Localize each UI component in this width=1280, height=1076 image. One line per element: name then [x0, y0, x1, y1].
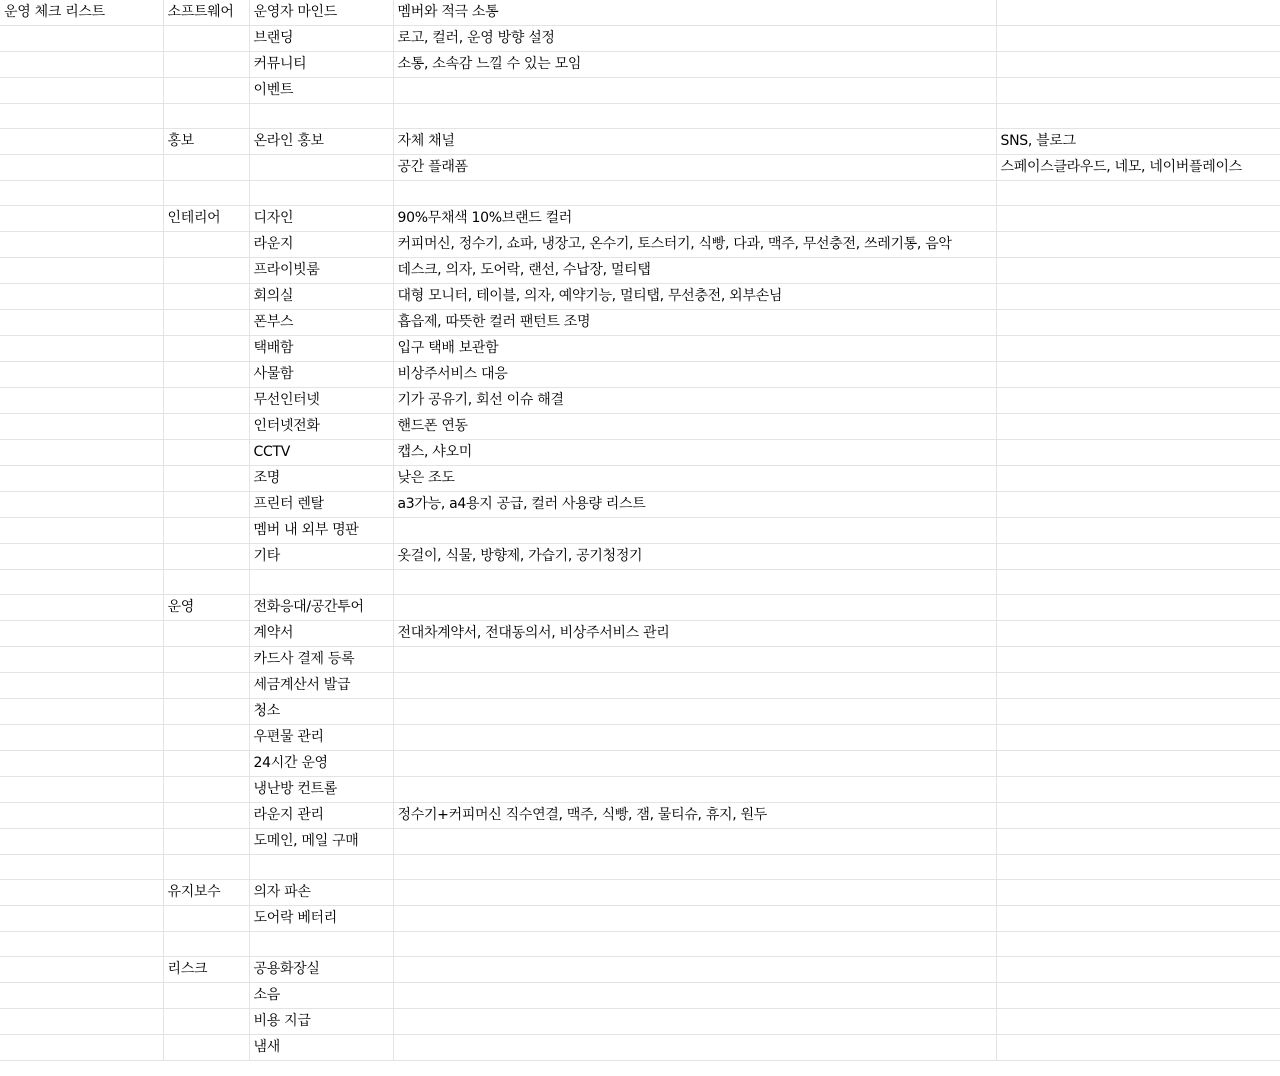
cell-col-e[interactable]	[996, 699, 1280, 725]
cell-col-a[interactable]	[0, 440, 163, 466]
cell-col-a[interactable]	[0, 362, 163, 388]
cell-col-c[interactable]: 프라이빗룸	[249, 258, 393, 284]
cell-col-a[interactable]	[0, 181, 163, 206]
cell-col-b[interactable]	[163, 232, 249, 258]
cell-col-b[interactable]	[163, 1009, 249, 1035]
table-row	[0, 104, 1280, 129]
cell-col-e[interactable]	[996, 414, 1280, 440]
cell-col-c[interactable]: 사물함	[249, 362, 393, 388]
cell-col-c[interactable]: 냄새	[249, 1035, 393, 1061]
cell-col-a[interactable]	[0, 570, 163, 595]
table-row	[0, 232, 1280, 258]
cell-col-d[interactable]: 소통, 소속감 느낄 수 있는 모임	[393, 52, 996, 78]
cell-col-d[interactable]	[393, 1035, 996, 1061]
table-row	[0, 855, 1280, 880]
cell-col-a[interactable]	[0, 129, 163, 155]
cell-col-c[interactable]: CCTV	[249, 440, 393, 466]
cell-col-c[interactable]	[249, 104, 393, 129]
cell-col-d[interactable]: 멤버와 적극 소통	[393, 0, 996, 26]
table-row	[0, 699, 1280, 725]
cell-col-d[interactable]	[393, 518, 996, 544]
cell-col-d[interactable]: 전대차계약서, 전대동의서, 비상주서비스 관리	[393, 621, 996, 647]
table-row	[0, 803, 1280, 829]
table-row	[0, 544, 1280, 570]
cell-col-a[interactable]	[0, 829, 163, 855]
cell-col-c[interactable]: 비용 지급	[249, 1009, 393, 1035]
cell-col-c[interactable]: 카드사 결제 등록	[249, 647, 393, 673]
cell-col-b[interactable]	[163, 155, 249, 181]
cell-col-e[interactable]	[996, 621, 1280, 647]
cell-col-a[interactable]	[0, 957, 163, 983]
cell-col-d[interactable]: 대형 모니터, 테이블, 의자, 예약기능, 멀티탭, 무선충전, 외부손님	[393, 284, 996, 310]
table-row	[0, 518, 1280, 544]
cell-col-c[interactable]: 우편물 관리	[249, 725, 393, 751]
cell-col-e[interactable]	[996, 777, 1280, 803]
cell-col-d[interactable]	[393, 570, 996, 595]
cell-col-b[interactable]	[163, 544, 249, 570]
cell-col-d[interactable]	[393, 595, 996, 621]
table-row	[0, 983, 1280, 1009]
cell-col-a[interactable]	[0, 466, 163, 492]
cell-col-b[interactable]	[163, 932, 249, 957]
cell-col-e[interactable]	[996, 206, 1280, 232]
table-row	[0, 880, 1280, 906]
cell-col-a[interactable]	[0, 1009, 163, 1035]
cell-col-e[interactable]	[996, 518, 1280, 544]
cell-col-e[interactable]	[996, 673, 1280, 699]
cell-col-e[interactable]	[996, 492, 1280, 518]
cell-col-d[interactable]: 입구 택배 보관함	[393, 336, 996, 362]
cell-col-e[interactable]	[996, 336, 1280, 362]
cell-col-a[interactable]	[0, 647, 163, 673]
cell-col-e[interactable]	[996, 310, 1280, 336]
cell-col-c[interactable]	[249, 570, 393, 595]
cell-col-c[interactable]: 프린터 렌탈	[249, 492, 393, 518]
cell-col-e[interactable]	[996, 181, 1280, 206]
cell-col-d[interactable]	[393, 957, 996, 983]
table-row	[0, 362, 1280, 388]
cell-col-a[interactable]	[0, 155, 163, 181]
cell-col-d[interactable]: 공간 플래폼	[393, 155, 996, 181]
cell-col-d[interactable]: 핸드폰 연동	[393, 414, 996, 440]
cell-col-d[interactable]: 90%무채색 10%브랜드 컬러	[393, 206, 996, 232]
table-row	[0, 414, 1280, 440]
cell-col-d[interactable]: 커피머신, 정수기, 쇼파, 냉장고, 온수기, 토스터기, 식빵, 다과, 맥주, 무선충전, 쓰레기통, 음악	[393, 232, 996, 258]
table-row	[0, 829, 1280, 855]
cell-col-b[interactable]: 운영	[163, 595, 249, 621]
cell-col-b[interactable]	[163, 855, 249, 880]
cell-col-e[interactable]	[996, 232, 1280, 258]
cell-col-b[interactable]	[163, 336, 249, 362]
cell-col-d[interactable]	[393, 829, 996, 855]
cell-col-e[interactable]	[996, 751, 1280, 777]
cell-col-e[interactable]	[996, 647, 1280, 673]
cell-col-d[interactable]	[393, 673, 996, 699]
cell-col-a[interactable]	[0, 336, 163, 362]
cell-col-c[interactable]: 계약서	[249, 621, 393, 647]
table-row	[0, 26, 1280, 52]
cell-col-c[interactable]: 무선인터넷	[249, 388, 393, 414]
cell-col-d[interactable]	[393, 880, 996, 906]
cell-col-c[interactable]: 디자인	[249, 206, 393, 232]
cell-col-b[interactable]	[163, 492, 249, 518]
cell-col-d[interactable]: a3가능, a4용지 공급, 컬러 사용량 리스트	[393, 492, 996, 518]
cell-col-d[interactable]: 캡스, 샤오미	[393, 440, 996, 466]
cell-col-a[interactable]	[0, 777, 163, 803]
cell-col-e[interactable]	[996, 829, 1280, 855]
cell-col-d[interactable]	[393, 751, 996, 777]
cell-col-b[interactable]	[163, 621, 249, 647]
cell-col-d[interactable]: 비상주서비스 대응	[393, 362, 996, 388]
table-row	[0, 595, 1280, 621]
cell-col-a[interactable]	[0, 52, 163, 78]
cell-col-e[interactable]	[996, 26, 1280, 52]
cell-col-a[interactable]	[0, 414, 163, 440]
cell-col-e[interactable]	[996, 803, 1280, 829]
cell-col-a[interactable]	[0, 673, 163, 699]
cell-col-e[interactable]: 스페이스클라우드, 네모, 네이버플레이스	[996, 155, 1280, 181]
cell-col-e[interactable]	[996, 544, 1280, 570]
cell-col-b[interactable]	[163, 104, 249, 129]
cell-col-c[interactable]	[249, 932, 393, 957]
cell-col-c[interactable]	[249, 181, 393, 206]
table-row	[0, 466, 1280, 492]
cell-col-a[interactable]	[0, 258, 163, 284]
cell-col-c[interactable]: 의자 파손	[249, 880, 393, 906]
cell-col-b[interactable]	[163, 78, 249, 104]
table-row	[0, 673, 1280, 699]
table-row	[0, 492, 1280, 518]
cell-col-d[interactable]	[393, 932, 996, 957]
cell-col-e[interactable]	[996, 1035, 1280, 1061]
table-row	[0, 957, 1280, 983]
cell-col-a[interactable]	[0, 310, 163, 336]
cell-col-a[interactable]	[0, 595, 163, 621]
table-row	[0, 1035, 1280, 1061]
cell-col-c[interactable]: 청소	[249, 699, 393, 725]
cell-col-c[interactable]: 조명	[249, 466, 393, 492]
cell-col-d[interactable]: 기가 공유기, 회선 이슈 해결	[393, 388, 996, 414]
cell-col-c[interactable]: 기타	[249, 544, 393, 570]
table-row	[0, 751, 1280, 777]
cell-col-c[interactable]: 운영자 마인드	[249, 0, 393, 26]
cell-col-a[interactable]	[0, 284, 163, 310]
cell-col-d[interactable]	[393, 78, 996, 104]
cell-col-c[interactable]: 냉난방 컨트롤	[249, 777, 393, 803]
table-row	[0, 310, 1280, 336]
cell-col-d[interactable]: 자체 채널	[393, 129, 996, 155]
cell-col-e[interactable]	[996, 362, 1280, 388]
table-row	[0, 1009, 1280, 1035]
table-row	[0, 336, 1280, 362]
cell-col-c[interactable]: 세금계산서 발급	[249, 673, 393, 699]
cell-col-a[interactable]	[0, 621, 163, 647]
cell-col-b[interactable]: 인테리어	[163, 206, 249, 232]
cell-col-b[interactable]	[163, 26, 249, 52]
table-row	[0, 78, 1280, 104]
cell-col-b[interactable]	[163, 310, 249, 336]
table-row	[0, 52, 1280, 78]
cell-col-b[interactable]	[163, 906, 249, 932]
cell-col-c[interactable]: 라운지 관리	[249, 803, 393, 829]
cell-col-b[interactable]	[163, 673, 249, 699]
cell-col-a[interactable]	[0, 544, 163, 570]
cell-col-d[interactable]	[393, 777, 996, 803]
table-row	[0, 181, 1280, 206]
cell-col-c[interactable]	[249, 155, 393, 181]
cell-col-a[interactable]	[0, 855, 163, 880]
cell-col-d[interactable]	[393, 1009, 996, 1035]
cell-col-a[interactable]	[0, 932, 163, 957]
table-row	[0, 777, 1280, 803]
cell-col-b[interactable]	[163, 440, 249, 466]
cell-col-e[interactable]	[996, 725, 1280, 751]
cell-col-b[interactable]: 소프트웨어	[163, 0, 249, 26]
cell-col-a[interactable]	[0, 232, 163, 258]
table-row	[0, 284, 1280, 310]
cell-col-a[interactable]: 운영 체크 리스트	[0, 0, 163, 26]
cell-col-a[interactable]	[0, 104, 163, 129]
table-row	[0, 932, 1280, 957]
cell-col-a[interactable]	[0, 699, 163, 725]
cell-col-e[interactable]	[996, 0, 1280, 26]
cell-col-b[interactable]	[163, 777, 249, 803]
cell-col-e[interactable]	[996, 570, 1280, 595]
cell-col-c[interactable]: 회의실	[249, 284, 393, 310]
cell-col-c[interactable]: 택배함	[249, 336, 393, 362]
cell-col-a[interactable]	[0, 388, 163, 414]
cell-col-c[interactable]: 도메인, 메일 구매	[249, 829, 393, 855]
cell-col-e[interactable]	[996, 440, 1280, 466]
cell-col-b[interactable]	[163, 258, 249, 284]
cell-col-d[interactable]: 데스크, 의자, 도어락, 랜선, 수납장, 멀티탭	[393, 258, 996, 284]
cell-col-c[interactable]: 인터넷전화	[249, 414, 393, 440]
cell-col-b[interactable]	[163, 647, 249, 673]
cell-col-b[interactable]	[163, 284, 249, 310]
cell-col-c[interactable]: 도어락 베터리	[249, 906, 393, 932]
cell-col-e[interactable]	[996, 258, 1280, 284]
cell-col-c[interactable]: 소음	[249, 983, 393, 1009]
cell-col-b[interactable]	[163, 751, 249, 777]
cell-col-b[interactable]	[163, 1035, 249, 1061]
cell-col-a[interactable]	[0, 1035, 163, 1061]
table-row	[0, 647, 1280, 673]
cell-col-e[interactable]	[996, 855, 1280, 880]
cell-col-a[interactable]	[0, 880, 163, 906]
table-row	[0, 258, 1280, 284]
cell-col-c[interactable]: 라운지	[249, 232, 393, 258]
cell-col-a[interactable]	[0, 983, 163, 1009]
table-row	[0, 129, 1280, 155]
table-row	[0, 621, 1280, 647]
cell-col-b[interactable]	[163, 414, 249, 440]
cell-col-d[interactable]	[393, 983, 996, 1009]
cell-col-d[interactable]: 로고, 컬러, 운영 방향 설정	[393, 26, 996, 52]
cell-col-d[interactable]	[393, 906, 996, 932]
cell-col-e[interactable]	[996, 906, 1280, 932]
cell-col-c[interactable]	[249, 855, 393, 880]
cell-col-b[interactable]: 홍보	[163, 129, 249, 155]
cell-col-c[interactable]: 폰부스	[249, 310, 393, 336]
cell-col-d[interactable]	[393, 725, 996, 751]
table-row	[0, 0, 1280, 26]
cell-col-b[interactable]	[163, 803, 249, 829]
table-row	[0, 155, 1280, 181]
cell-col-e[interactable]	[996, 983, 1280, 1009]
table-row	[0, 388, 1280, 414]
cell-col-e[interactable]	[996, 284, 1280, 310]
cell-col-e[interactable]	[996, 932, 1280, 957]
cell-col-c[interactable]: 온라인 홍보	[249, 129, 393, 155]
cell-col-c[interactable]: 전화응대/공간투어	[249, 595, 393, 621]
cell-col-e[interactable]: SNS, 블로그	[996, 129, 1280, 155]
table-row	[0, 206, 1280, 232]
cell-col-a[interactable]	[0, 518, 163, 544]
table-row	[0, 725, 1280, 751]
cell-col-e[interactable]	[996, 880, 1280, 906]
cell-col-e[interactable]	[996, 52, 1280, 78]
cell-col-e[interactable]	[996, 104, 1280, 129]
cell-col-c[interactable]: 24시간 운영	[249, 751, 393, 777]
cell-col-d[interactable]	[393, 699, 996, 725]
cell-col-c[interactable]: 커뮤니티	[249, 52, 393, 78]
cell-col-a[interactable]	[0, 751, 163, 777]
table-row	[0, 440, 1280, 466]
cell-col-e[interactable]	[996, 78, 1280, 104]
cell-col-d[interactable]	[393, 181, 996, 206]
cell-col-e[interactable]	[996, 388, 1280, 414]
cell-col-d[interactable]: 흡읍제, 따뜻한 컬러 팬턴트 조명	[393, 310, 996, 336]
cell-col-b[interactable]	[163, 570, 249, 595]
cell-col-a[interactable]	[0, 206, 163, 232]
cell-col-a[interactable]	[0, 803, 163, 829]
cell-col-b[interactable]	[163, 725, 249, 751]
cell-col-e[interactable]	[996, 1009, 1280, 1035]
cell-col-c[interactable]: 공용화장실	[249, 957, 393, 983]
cell-col-c[interactable]: 브랜딩	[249, 26, 393, 52]
table-row	[0, 570, 1280, 595]
cell-col-b[interactable]	[163, 388, 249, 414]
cell-col-b[interactable]	[163, 829, 249, 855]
cell-col-d[interactable]: 낮은 조도	[393, 466, 996, 492]
cell-col-b[interactable]	[163, 983, 249, 1009]
cell-col-d[interactable]	[393, 104, 996, 129]
cell-col-b[interactable]: 유지보수	[163, 880, 249, 906]
cell-col-d[interactable]: 정수기+커피머신 직수연결, 맥주, 식빵, 잼, 물티슈, 휴지, 원두	[393, 803, 996, 829]
cell-col-c[interactable]: 이벤트	[249, 78, 393, 104]
cell-col-e[interactable]	[996, 466, 1280, 492]
cell-col-b[interactable]	[163, 52, 249, 78]
cell-col-b[interactable]	[163, 699, 249, 725]
cell-col-a[interactable]	[0, 725, 163, 751]
cell-col-b[interactable]	[163, 518, 249, 544]
cell-col-d[interactable]	[393, 647, 996, 673]
cell-col-d[interactable]: 옷걸이, 식물, 방향제, 가습기, 공기청정기	[393, 544, 996, 570]
cell-col-e[interactable]	[996, 595, 1280, 621]
cell-col-d[interactable]	[393, 855, 996, 880]
cell-col-a[interactable]	[0, 26, 163, 52]
table-row	[0, 906, 1280, 932]
cell-col-b[interactable]	[163, 362, 249, 388]
cell-col-a[interactable]	[0, 492, 163, 518]
cell-col-b[interactable]	[163, 466, 249, 492]
cell-col-e[interactable]	[996, 957, 1280, 983]
cell-col-b[interactable]	[163, 181, 249, 206]
cell-col-c[interactable]: 멤버 내 외부 명판	[249, 518, 393, 544]
cell-col-a[interactable]	[0, 78, 163, 104]
cell-col-a[interactable]	[0, 906, 163, 932]
cell-col-b[interactable]: 리스크	[163, 957, 249, 983]
